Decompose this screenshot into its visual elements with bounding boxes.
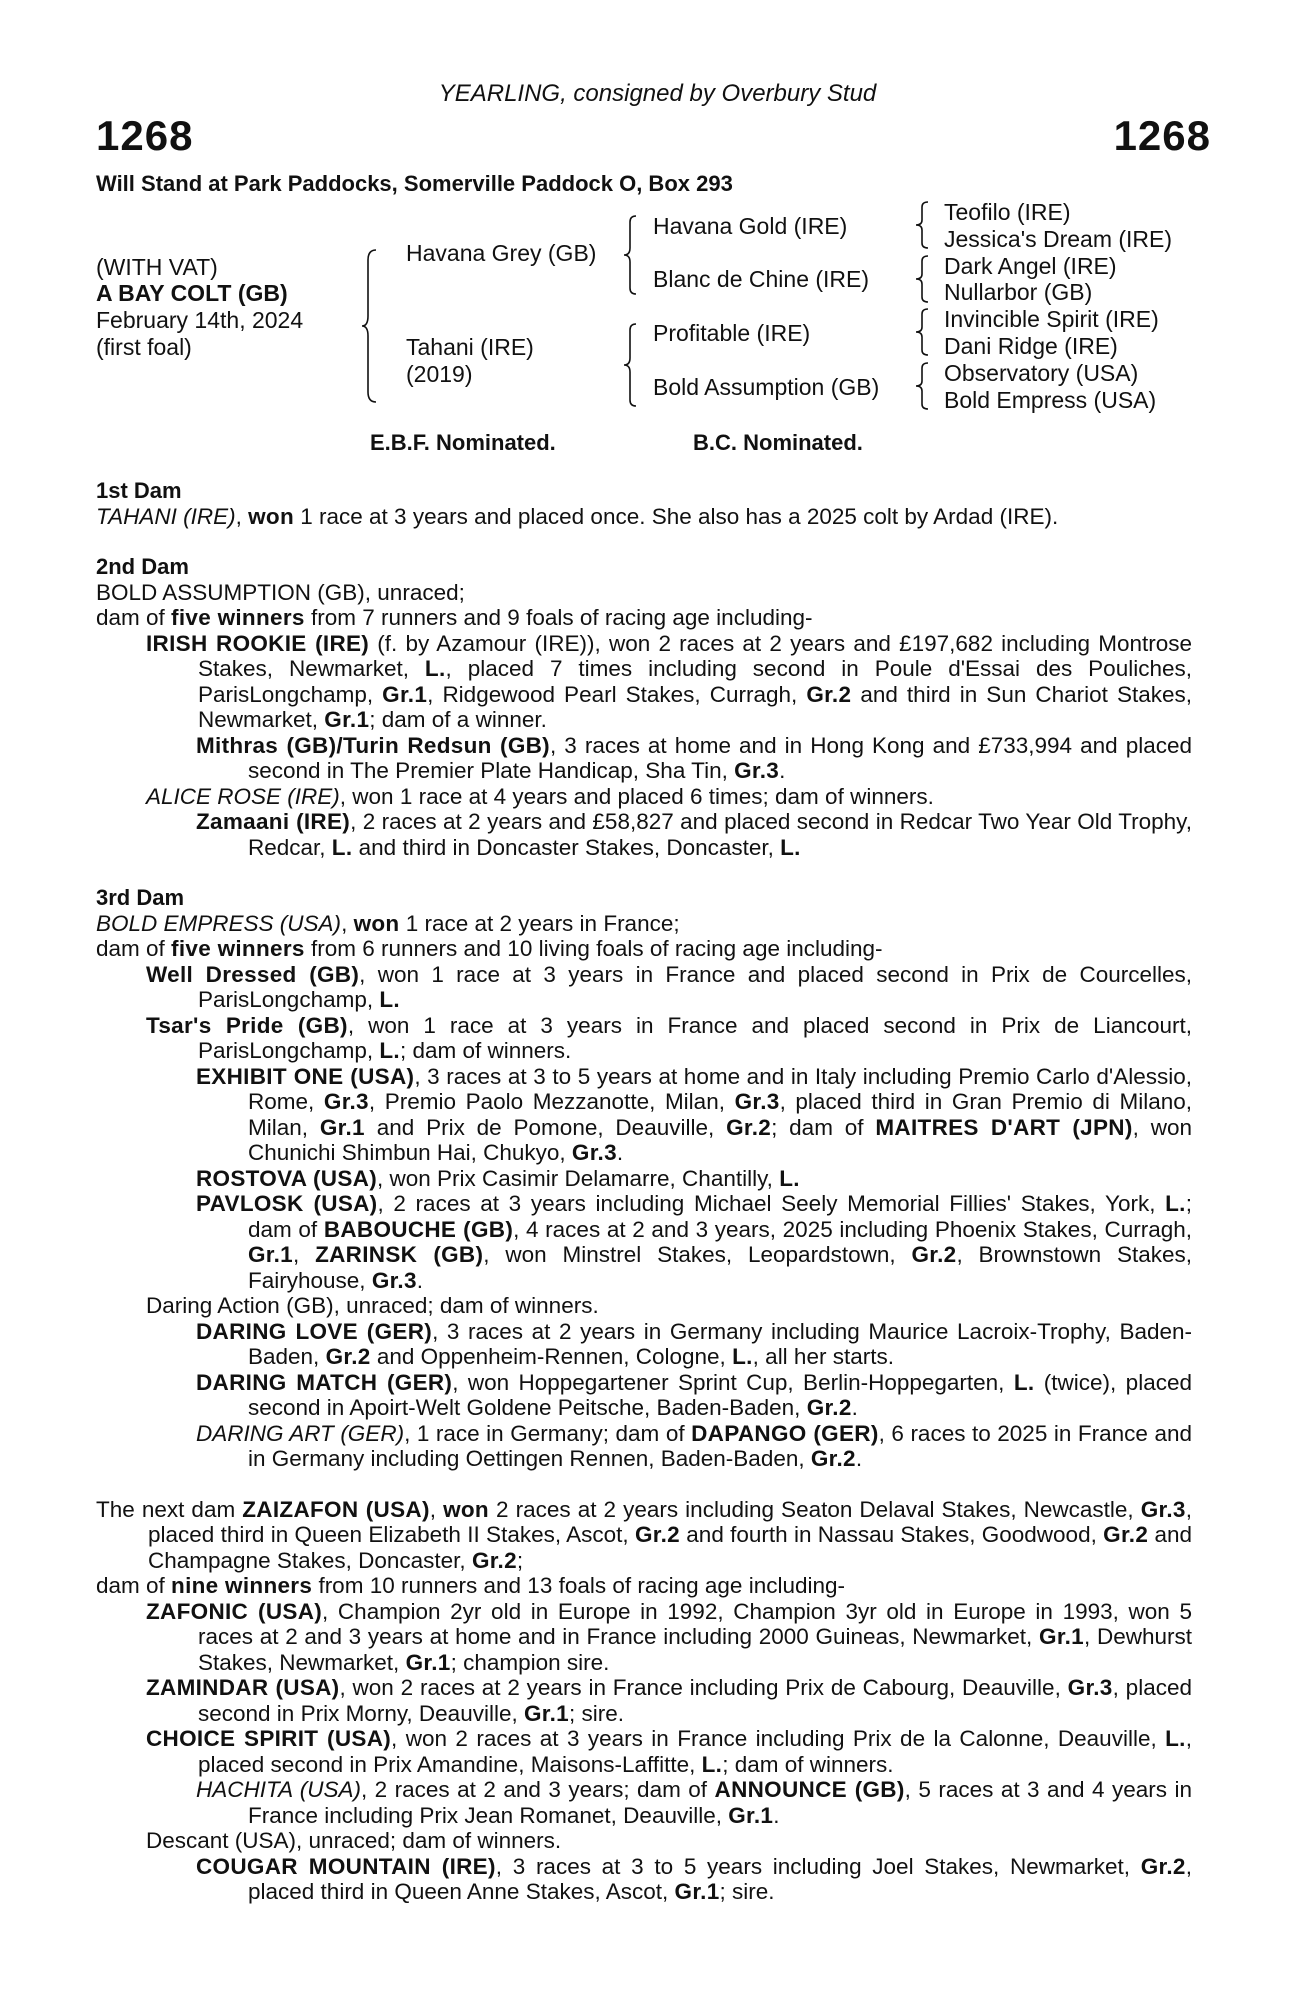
text: ; sire.: [568, 1700, 624, 1726]
text: Descant (USA), unraced; dam of winners.: [146, 1828, 562, 1853]
text: from 10 runners and 13 foals of racing age including-: [312, 1573, 846, 1598]
text: 2 races at 2 years including Seaton Delaval Stakes, Newcastle,: [488, 1496, 1141, 1522]
text: and Oppenheim-Rennen, Cologne,: [370, 1344, 733, 1369]
bold-text: L.: [1165, 1191, 1186, 1216]
ancestor: Jessica's Dream (IRE): [944, 226, 1173, 252]
bold-text: Gr.3: [1067, 1675, 1113, 1700]
text: 3rd Dam: [96, 885, 185, 910]
text: ; sire.: [719, 1879, 775, 1904]
bold-text: Gr.1: [728, 1802, 774, 1828]
text: , placed third in Queen Elizabeth II Stakes, Ascot,: [148, 1496, 1192, 1547]
text: 1st Dam: [96, 478, 182, 503]
stabling-location: Will Stand at Park Paddocks, Somerville Paddock O, Box 293: [96, 171, 733, 196]
bold-text: ZARINSK (GB): [315, 1242, 484, 1267]
brace-icon: [916, 307, 930, 357]
dam: Tahani (IRE): [406, 334, 534, 360]
text: .: [851, 1395, 858, 1420]
section-heading: [96, 554, 1192, 580]
bold-text: L.: [780, 834, 801, 860]
bold-text: Gr.3: [571, 1140, 617, 1165]
bold-text: Gr.2: [806, 1395, 852, 1420]
dam-sire: Profitable (IRE): [653, 320, 811, 346]
bold-text: Gr.2: [635, 1522, 680, 1547]
bold-text: Gr.2: [726, 1114, 772, 1140]
italic-text: TAHANI (IRE): [96, 503, 236, 529]
italic-text: HACHITA (USA): [196, 1777, 361, 1802]
text: , won 2 races at 2 years in France including Prix de Cabourg, Deauville,: [339, 1675, 1068, 1700]
dam-year: (2019): [406, 361, 473, 387]
text: and third in Doncaster Stakes, Doncaster,: [352, 834, 781, 860]
text: , Champion 2yr old in Europe in 1992, Champion 3yr old in Europe in 1993, won 5 races at 2 and 3 years at home and in France including 2000 Guineas, Newmarket,: [198, 1598, 1192, 1649]
bold-text: CHOICE SPIRIT (USA): [146, 1726, 392, 1751]
bold-text: L.: [1013, 1369, 1035, 1395]
pedigree-paragraph: [96, 911, 1192, 937]
text: , Ridgewood Pearl Stakes, Curragh,: [427, 681, 807, 707]
text: , Brownstown Stakes, Fairyhouse,: [248, 1242, 1192, 1293]
text: dam of: [96, 936, 172, 961]
text: , placed second in Prix Amandine, Maisons-Laffitte,: [198, 1726, 1192, 1777]
bold-text: Gr.2: [810, 1446, 856, 1471]
text: dam of: [96, 1573, 172, 1598]
text: and Prix de Pomone, Deauville,: [364, 1114, 727, 1140]
bold-text: won: [353, 910, 400, 936]
pedigree-paragraph: [96, 784, 1192, 810]
pedigree-paragraph: [96, 1854, 1192, 1905]
bold-text: Zamaani (IRE): [196, 809, 351, 834]
text: , won Hoppegartener Sprint Cup, Berlin-Hoppegarten,: [452, 1369, 1014, 1395]
lot-number-left: 1268: [96, 112, 194, 159]
bold-text: ZAMINDAR (USA): [146, 1675, 340, 1700]
ancestor: Dani Ridge (IRE): [944, 333, 1118, 359]
bold-text: won: [248, 503, 294, 529]
bold-text: won: [443, 1496, 489, 1522]
text: from 6 runners and 10 living foals of racing age including-: [304, 936, 883, 961]
text: , 2 races at 2 and 3 years; dam of: [360, 1777, 715, 1802]
foaling-date: February 14th, 2024: [96, 307, 304, 333]
text: , 5 races at 3 and 4 years in France including Prix Jean Romanet, Deauville,: [248, 1777, 1192, 1828]
pedigree-paragraph: [96, 809, 1192, 860]
bold-text: Gr.1: [674, 1879, 720, 1904]
bold-text: DARING LOVE (GER): [196, 1318, 433, 1344]
bold-text: L.: [779, 1165, 800, 1191]
pedigree-paragraph: [96, 1497, 1192, 1574]
text: ;: [516, 1547, 524, 1573]
brace-icon: [916, 254, 930, 304]
consignor-heading: YEARLING, consigned by Overbury Stud: [438, 80, 877, 107]
text: ; champion sire.: [450, 1649, 610, 1675]
ebf-nomination: E.B.F. Nominated.: [370, 430, 556, 455]
text: ; dam of a winner.: [369, 707, 547, 732]
bold-text: five winners: [171, 936, 305, 961]
bold-text: Tsar's Pride (GB): [146, 1012, 348, 1038]
text: , won 1 race at 3 years in France and placed second in Prix de Liancourt, ParisLongchamp,: [198, 1012, 1192, 1063]
text: , 6 races to 2025 in France and in Germany including Oettingen Rennen, Baden-Baden,: [248, 1420, 1192, 1471]
bold-text: Gr.1: [319, 1114, 365, 1140]
bold-text: ZAIZAFON (USA): [242, 1496, 430, 1522]
text: , won 1 race at 3 years in France and placed second in Prix de Courcelles, ParisLongchamp,: [198, 961, 1192, 1012]
pedigree-paragraph: [96, 1599, 1192, 1676]
bold-text: Well Dressed (GB): [146, 961, 360, 987]
text: , won Prix Casimir Delamarre, Chantilly,: [377, 1165, 780, 1191]
bold-text: L.: [732, 1344, 753, 1369]
bold-text: five winners: [171, 605, 305, 630]
text: , won 2 races at 3 years in France including Prix de la Calonne, Deauville,: [391, 1726, 1166, 1751]
bold-text: Gr.1: [382, 681, 428, 707]
text: , placed third in Queen Anne Stakes, Ascot,: [248, 1853, 1192, 1904]
text: ,: [235, 503, 249, 529]
pedigree-paragraph: [96, 605, 1192, 631]
text: , 3 races at 3 to 5 years including Joel Stakes, Newmarket,: [495, 1853, 1141, 1879]
pedigree-paragraph: [96, 1191, 1192, 1293]
pedigree-paragraph: [96, 1828, 1192, 1854]
dam-dam: Bold Assumption (GB): [653, 374, 880, 400]
ancestor: Invincible Spirit (IRE): [944, 306, 1159, 332]
brace-icon: [916, 200, 930, 250]
ancestor: Observatory (USA): [944, 360, 1139, 386]
text: , 3 races at home and in Hong Kong and £733,994 and placed second in The Premier Plate Handicap, Sha Tin,: [248, 732, 1192, 783]
bold-text: L.: [701, 1751, 723, 1777]
text: , won 1 race at 4 years and placed 6 times; dam of winners.: [339, 783, 934, 809]
text: and Champagne Stakes, Doncaster,: [148, 1522, 1192, 1573]
text: and fourth in Nassau Stakes, Goodwood,: [679, 1522, 1104, 1547]
text: (twice), placed second in Apoirt-Welt Goldene Peitsche, Baden-Baden,: [248, 1369, 1192, 1420]
bold-text: Gr.2: [471, 1547, 517, 1573]
bold-text: DARING MATCH (GER): [196, 1369, 453, 1395]
text: ,: [429, 1496, 444, 1522]
bc-nomination: B.C. Nominated.: [693, 430, 863, 455]
text: dam of: [96, 605, 172, 630]
section-heading: [96, 478, 1192, 504]
pedigree-paragraph: [96, 504, 1192, 530]
bold-text: EXHIBIT ONE (USA): [196, 1063, 415, 1089]
bold-text: DAPANGO (GER): [691, 1420, 879, 1446]
text: , placed third in Gran Premio di Milano, Milan,: [248, 1089, 1192, 1140]
pedigree-paragraph: [96, 580, 1192, 606]
sire: Havana Grey (GB): [406, 240, 597, 266]
bold-text: BABOUCHE (GB): [323, 1216, 514, 1242]
ancestor: Nullarbor (GB): [944, 279, 1093, 305]
italic-text: DARING ART (GER): [196, 1420, 405, 1446]
bold-text: Gr.2: [806, 681, 852, 707]
bold-text: Gr.1: [1039, 1624, 1084, 1649]
bold-text: L.: [379, 987, 400, 1012]
section-heading: [96, 885, 1192, 911]
brace-icon: [624, 214, 638, 296]
bold-text: Gr.2: [911, 1242, 957, 1267]
pedigree-paragraph: [96, 1777, 1192, 1828]
text: BOLD ASSUMPTION (GB), unraced;: [96, 579, 465, 605]
pedigree-paragraph: [96, 1370, 1192, 1421]
bold-text: Gr.1: [523, 1700, 569, 1726]
text: , 1 race in Germany; dam of: [404, 1420, 692, 1446]
italic-text: BOLD EMPRESS (USA): [96, 910, 342, 936]
pedigree-paragraph: [96, 1573, 1192, 1599]
text: 1 race at 2 years in France;: [399, 910, 680, 936]
text: ; dam of winners.: [399, 1038, 572, 1063]
pedigree-paragraph: [96, 1319, 1192, 1370]
bold-text: COUGAR MOUNTAIN (IRE): [196, 1853, 496, 1879]
bold-text: L.: [424, 656, 446, 681]
text: , placed 7 times including second in Poule d'Essai des Pouliches, ParisLongchamp,: [198, 656, 1192, 707]
bold-text: Gr.3: [371, 1267, 417, 1293]
text: ,: [292, 1242, 316, 1267]
bold-text: Gr.3: [734, 758, 780, 783]
lot-number-right: 1268: [1113, 112, 1211, 159]
bold-text: L.: [331, 834, 353, 860]
spacer: [96, 860, 1192, 885]
spacer: [96, 1472, 1192, 1497]
text: from 7 runners and 9 foals of racing age including-: [304, 605, 813, 630]
text: , won Chunichi Shimbun Hai, Chukyo,: [248, 1114, 1192, 1165]
bold-text: Mithras (GB)/Turin Redsun (GB): [196, 732, 550, 758]
pedigree-paragraph: [96, 631, 1192, 733]
text: , 3 races at 3 to 5 years at home and in Italy including Premio Carlo d'Alessio, Rome,: [248, 1063, 1193, 1114]
pedigree-paragraph: [96, 1166, 1192, 1192]
text: Daring Action (GB), unraced; dam of winners.: [146, 1293, 599, 1318]
brace-icon: [916, 361, 930, 411]
bold-text: Gr.1: [248, 1242, 293, 1267]
text: , 4 races at 2 and 3 years, 2025 including Phoenix Stakes, Curragh,: [513, 1216, 1193, 1242]
text: ; dam of: [248, 1191, 1192, 1242]
bold-text: Gr.1: [405, 1649, 451, 1675]
bold-text: ZAFONIC (USA): [146, 1598, 323, 1624]
spacer: [96, 529, 1192, 554]
bold-text: ANNOUNCE (GB): [714, 1777, 905, 1802]
pedigree-paragraph: [96, 936, 1192, 962]
text: 1 race at 3 years and placed once. She also has a 2025 colt by Ardad (IRE).: [294, 503, 1059, 529]
italic-text: ALICE ROSE (IRE): [146, 783, 340, 809]
bold-text: L.: [379, 1038, 400, 1063]
pedigree-paragraph: [96, 1726, 1192, 1777]
bold-text: Gr.2: [1103, 1522, 1149, 1547]
text: .: [779, 758, 786, 783]
text: 2nd Dam: [96, 554, 189, 579]
pedigree-paragraph: [96, 733, 1192, 784]
text: .: [773, 1802, 780, 1828]
ancestor: Bold Empress (USA): [944, 387, 1157, 413]
text: .: [416, 1267, 424, 1293]
sire-sire: Havana Gold (IRE): [653, 213, 848, 239]
ancestor: Dark Angel (IRE): [944, 253, 1117, 279]
bold-text: L.: [1165, 1726, 1186, 1751]
text: and third in Sun Chariot Stakes, Newmarket,: [198, 681, 1193, 732]
bold-text: nine winners: [171, 1573, 313, 1598]
text: ; dam of: [771, 1114, 876, 1140]
produce-record: [96, 478, 1192, 1905]
text: , Premio Paolo Mezzanotte, Milan,: [368, 1089, 735, 1114]
bold-text: PAVLOSK (USA): [196, 1191, 378, 1216]
brace-icon: [624, 322, 638, 408]
text: The next dam: [96, 1496, 243, 1522]
text: , 2 races at 3 years including Michael Seely Memorial Fillies' Stakes, York,: [377, 1191, 1166, 1216]
vat-note: (WITH VAT): [96, 254, 218, 280]
horse-name: A BAY COLT (GB): [96, 280, 288, 306]
text: , 3 races at 2 years in Germany including Maurice Lacroix-Trophy, Baden-Baden,: [248, 1318, 1192, 1369]
bold-text: Gr.3: [734, 1089, 780, 1114]
text: (f. by Azamour (IRE)), won 2 races at 2 years and £197,682 including Montrose Stakes, Newmarket,: [198, 630, 1192, 681]
text: ,: [341, 910, 354, 936]
ancestor: Teofilo (IRE): [944, 199, 1071, 225]
bold-text: Gr.2: [1140, 1853, 1186, 1879]
pedigree-paragraph: [96, 1064, 1192, 1166]
pedigree-paragraph: [96, 1013, 1192, 1064]
bold-text: IRISH ROOKIE (IRE): [146, 630, 370, 656]
bold-text: Gr.3: [1140, 1496, 1186, 1522]
pedigree-paragraph: [96, 1293, 1192, 1319]
text: ; dam of winners.: [722, 1751, 894, 1777]
text: , 2 races at 2 years and £58,827 and placed second in Redcar Two Year Old Trophy, Redcar,: [248, 809, 1192, 860]
bold-text: Gr.2: [325, 1344, 371, 1369]
text: , all her starts.: [752, 1344, 894, 1369]
bold-text: ROSTOVA (USA): [196, 1165, 377, 1191]
bold-text: Gr.3: [323, 1089, 369, 1114]
text: , won Minstrel Stakes, Leopardstown,: [483, 1242, 912, 1267]
foal-note: (first foal): [96, 334, 192, 360]
bold-text: MAITRES D'ART (JPN): [875, 1114, 1133, 1140]
text: , Dewhurst Stakes, Newmarket,: [198, 1624, 1192, 1675]
pedigree-paragraph: [96, 1675, 1192, 1726]
pedigree-paragraph: [96, 962, 1192, 1013]
text: .: [855, 1446, 863, 1471]
sire-dam: Blanc de Chine (IRE): [653, 266, 870, 292]
bold-text: Gr.1: [324, 707, 370, 732]
brace-icon: [362, 248, 378, 404]
text: .: [616, 1140, 624, 1165]
pedigree-paragraph: [96, 1421, 1192, 1472]
text: , placed second in Prix Morny, Deauville,: [198, 1675, 1192, 1726]
